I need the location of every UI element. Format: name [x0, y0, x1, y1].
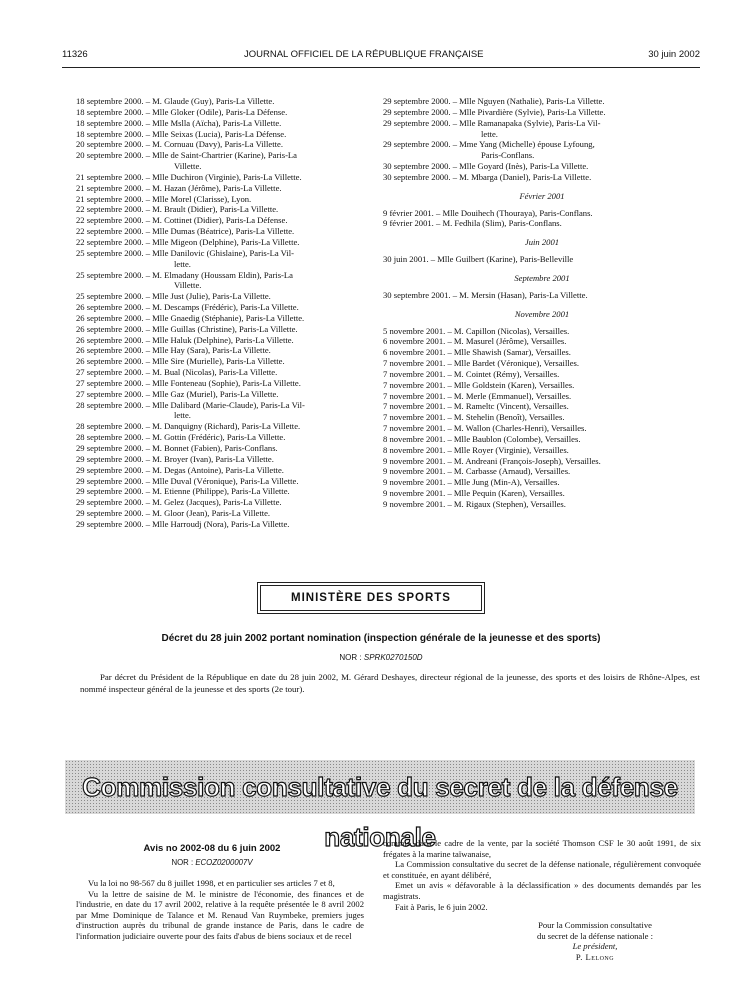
ministry-heading: MINISTÈRE DES SPORTS — [260, 585, 482, 611]
entry-date: 29 septembre 2000. — [76, 464, 144, 475]
list-entry — [76, 291, 366, 302]
list-entry — [383, 466, 701, 477]
entry-date: 9 novembre 2001. — [383, 477, 446, 488]
list-entry — [76, 96, 366, 107]
entry-date: 9 novembre 2001. — [383, 466, 446, 477]
list-entry — [76, 465, 366, 476]
entry-date: 20 septembre 2000. — [76, 150, 144, 161]
entry-text: – Mlle Goyard (Inès), Paris-La Villette. — [452, 161, 589, 172]
list-entry — [76, 421, 366, 432]
entry-date: 6 novembre 2001. — [383, 336, 446, 347]
list-entry — [76, 237, 366, 248]
entry-date: 29 septembre 2000. — [383, 139, 451, 150]
list-entry — [383, 412, 701, 423]
entry-date: 22 septembre 2000. — [76, 215, 144, 226]
avis-paragraph: commis, dans le cadre de la vente, par la société Thomson CSF le 30 août 1991, de six frégates à la marine taïwanaise, — [383, 838, 701, 859]
list-entry — [76, 389, 366, 400]
list-entry — [383, 118, 701, 129]
entry-text: – M. Cornuau (Davy), Paris-La Villette. — [145, 139, 283, 150]
entry-text: – Mlle Sire (Murielle), Paris-La Villette. — [145, 356, 285, 367]
month-heading: Février 2001 — [519, 190, 565, 201]
list-entry — [383, 336, 701, 347]
entry-date: 25 septembre 2000. — [76, 269, 144, 280]
entry-text: – Mlle Danilovic (Ghislaine), Paris-La Vil- — [145, 247, 294, 258]
entry-text: – M. Bonnet (Fabien), Paris-Conflans. — [145, 443, 278, 453]
entry-date: 29 septembre 2000. — [383, 96, 451, 106]
list-entry — [76, 335, 366, 346]
list-entry — [383, 208, 701, 219]
entry-date: 29 septembre 2000. — [76, 443, 144, 453]
entry-text: – Mlle Royer (Virginie), Versailles. — [447, 444, 569, 455]
list-entry — [383, 161, 701, 172]
decree-title: Décret du 28 juin 2002 portant nomination (inspection générale de la jeunesse et des sports) — [161, 633, 601, 644]
avis-paragraph: Emet un avis « défavorable à la déclassification » des documents demandés par les magistrats. — [383, 880, 701, 901]
entry-text: – Mlle Gaz (Muriel), Paris-La Villette. — [145, 388, 279, 399]
avis-nor-label: NOR : — [171, 858, 194, 867]
list-entry — [76, 400, 366, 411]
entry-date: 18 septembre 2000. — [76, 128, 144, 139]
list-entry — [76, 118, 366, 129]
entry-text: – M. Carbasse (Arnaud), Versailles. — [447, 466, 571, 477]
entry-date: 9 février 2001. — [383, 218, 434, 229]
signature-name: P. Lelong — [575, 951, 615, 962]
entry-date: 8 novembre 2001. — [383, 433, 446, 444]
signature-line-2: du secret de la défense nationale : — [537, 930, 653, 941]
list-entry — [76, 454, 366, 465]
page-number: 11326 — [62, 49, 88, 60]
entry-date: 27 septembre 2000. — [76, 367, 144, 378]
page-header — [62, 49, 700, 63]
decree-body: Par décret du Président de la République en date du 28 juin 2002, M. Gérard Deshayes, directeur régional de la jeunesse, des sports et des loisirs de Rhône-Alpes, est nommé inspecteur général de la jeunesse et des sports (2e tour). — [80, 672, 700, 694]
list-entry — [76, 129, 366, 140]
avis-paragraph: Vu la loi no 98-567 du 8 juillet 1998, et en particulier ses articles 7 et 8, — [88, 878, 335, 888]
entry-date: 7 novembre 2001. — [383, 423, 446, 434]
entry-date: 29 septembre 2000. — [76, 518, 144, 529]
entry-text: – Mlle Dumas (Béatrice), Paris-La Villette. — [145, 226, 295, 237]
entry-date: 28 septembre 2000. — [76, 432, 144, 443]
entry-date: 9 novembre 2001. — [383, 499, 446, 509]
entry-date: 29 septembre 2000. — [76, 508, 144, 519]
list-entry — [76, 139, 366, 150]
entry-date: 18 septembre 2000. — [76, 106, 144, 117]
entry-date: 18 septembre 2000. — [76, 96, 144, 106]
entry-date: 7 novembre 2001. — [383, 358, 446, 369]
entry-continuation: Villette. — [174, 280, 202, 291]
list-entry — [383, 358, 701, 369]
entry-text: – M. Glaude (Guy), Paris-La Villette. — [145, 96, 275, 106]
avis-title: Avis no 2002-08 du 6 juin 2002 — [143, 843, 281, 854]
entry-text: – M. Descamps (Frédéric), Paris-La Villette. — [145, 302, 299, 313]
list-entry — [76, 476, 366, 487]
header-rule — [62, 67, 700, 68]
decree-nor-label: NOR : — [339, 653, 362, 662]
entry-date: 26 septembre 2000. — [76, 323, 144, 334]
entry-text: – Mlle Duchiron (Virginie), Paris-La Villette. — [145, 171, 302, 182]
entry-date: 21 septembre 2000. — [76, 182, 144, 193]
entry-text: – Mlle Just (Julie), Paris-La Villette. — [145, 291, 271, 302]
list-entry — [76, 215, 366, 226]
journal-title: JOURNAL OFFICIEL DE LA RÉPUBLIQUE FRANÇAISE — [244, 49, 484, 60]
entry-date: 30 septembre 2000. — [383, 171, 451, 182]
list-entry — [76, 302, 366, 313]
entry-text: – M. Rameltc (Vincent), Versailles. — [447, 401, 569, 412]
avis-nor-code: ECOZ0200007V — [195, 858, 253, 867]
list-entry — [76, 356, 366, 367]
entry-text: – M. Fedhila (Slim), Paris-Conflans. — [436, 218, 562, 229]
entry-text: – M. Mbarga (Daniel), Paris-La Villette. — [452, 171, 592, 182]
entry-date: 7 novembre 2001. — [383, 401, 446, 412]
entry-date: 22 septembre 2000. — [76, 236, 144, 247]
entry-date: 25 septembre 2000. — [76, 247, 144, 258]
entry-date: 20 septembre 2000. — [76, 139, 144, 150]
avis-signature — [500, 920, 690, 962]
entry-date: 7 novembre 2001. — [383, 390, 446, 401]
entry-text: – Mlle Pequin (Karen), Versailles. — [447, 488, 565, 499]
entry-text: – M. Rigaux (Stephen), Versailles. — [447, 499, 566, 509]
entry-date: 28 septembre 2000. — [76, 421, 144, 432]
entry-text: – Mlle Douihech (Thouraya), Paris-Conflans. — [436, 207, 593, 218]
avis-left-column — [76, 878, 364, 942]
entry-text: – Mlle Nguyen (Nathalie), Paris-La Villette. — [452, 96, 605, 106]
entry-text: – M. Elmadany (Houssam Eldin), Paris-La — [145, 269, 293, 280]
list-entry — [76, 378, 366, 389]
entry-date: 26 septembre 2000. — [76, 312, 144, 323]
entry-text: – M. Gelez (Jacques), Paris-La Villette. — [145, 497, 282, 508]
entry-text: – M. Brault (Didier), Paris-La Villette. — [145, 204, 279, 215]
entry-text: – Mlle Mslla (Aïcha), Paris-La Villette. — [145, 117, 282, 128]
entry-date: 25 septembre 2000. — [76, 291, 144, 302]
entry-date: 6 novembre 2001. — [383, 347, 446, 358]
list-entry — [383, 218, 701, 229]
entry-text: – M. Capillon (Nicolas), Versailles. — [447, 325, 570, 336]
avis-paragraph: Fait à Paris, le 6 juin 2002. — [395, 901, 488, 912]
entry-text: – Mlle Gnaedig (Stéphanie), Paris-La Villette. — [145, 312, 305, 323]
commission-banner-title: Commission consultative du secret de la défense nationale — [82, 772, 678, 852]
entry-continuation: Paris-Conflans. — [481, 150, 535, 161]
entry-text: – Mlle Harroudj (Nora), Paris-La Villette. — [145, 518, 290, 529]
entry-text: – M. Hazan (Jérôme), Paris-La Villette. — [145, 182, 282, 193]
entry-text: – Mme Yang (Michelle) épouse Lyfoung, — [452, 139, 595, 150]
entry-date: 29 septembre 2000. — [76, 486, 144, 497]
list-entry — [383, 434, 701, 445]
list-entry — [383, 254, 701, 265]
entry-date: 29 septembre 2000. — [383, 106, 451, 117]
list-entry — [76, 324, 366, 335]
list-entry — [76, 248, 366, 259]
entry-date: 27 septembre 2000. — [76, 377, 144, 388]
month-heading: Novembre 2001 — [514, 308, 570, 319]
entry-text: – Mlle Dalibard (Marie-Claude), Paris-La Vil- — [145, 399, 305, 410]
entry-date: 22 septembre 2000. — [76, 226, 144, 237]
list-entry — [383, 401, 701, 412]
entry-text: – Mlle Gloker (Odile), Paris-La Défense. — [145, 106, 288, 117]
entry-text: – M. Gloor (Jean), Paris-La Villette. — [145, 508, 271, 519]
entry-text: – M. Wallon (Charles-Henri), Versailles. — [447, 423, 587, 434]
entry-text: – Mlle Baublon (Colombe), Versailles. — [447, 433, 581, 444]
decree-nor-code: SPRK0270150D — [363, 653, 423, 662]
entry-date: 7 novembre 2001. — [383, 368, 446, 379]
entry-text: – Mlle Ramanapaka (Sylvie), Paris-La Vil- — [452, 117, 601, 128]
entry-text: – M. Andreani (François-Joseph), Versailles. — [447, 455, 601, 466]
entry-text: – Mlle Duval (Véronique), Paris-La Villette. — [145, 475, 299, 486]
entry-date: 26 septembre 2000. — [76, 356, 144, 367]
list-entry — [76, 486, 366, 497]
entry-text: – M. Gottin (Frédéric), Paris-La Villette. — [145, 432, 286, 443]
entry-date: 29 septembre 2000. — [383, 117, 451, 128]
avis-right-column — [383, 838, 701, 912]
list-entry — [383, 456, 701, 467]
entry-text: – Mlle Goldstein (Karen), Versailles. — [447, 379, 575, 390]
list-entry — [76, 226, 366, 237]
list-entry — [76, 367, 366, 378]
entry-text: – Mlle Jung (Min-A), Versailles. — [447, 477, 560, 488]
list-entry — [383, 107, 701, 118]
entry-text: – M. Mersin (Hasan), Paris-La Villette. — [452, 289, 588, 300]
list-entry — [76, 150, 366, 161]
entry-date: 30 juin 2001. — [383, 254, 429, 265]
entry-text: – Mlle Fonteneau (Sophie), Paris-La Villette. — [145, 377, 301, 388]
entry-continuation: lette. — [174, 410, 191, 421]
entry-text: – M. Masurel (Jérôme), Versailles. — [447, 336, 567, 347]
list-entry — [383, 488, 701, 499]
month-heading: Septembre 2001 — [514, 272, 570, 283]
entry-date: 28 septembre 2000. — [76, 399, 144, 410]
list-entry — [76, 194, 366, 205]
list-entry — [76, 183, 366, 194]
list-entry — [76, 172, 366, 183]
entry-text: – M. Bual (Nicolas), Paris-La Villette. — [145, 367, 278, 378]
entry-date: 9 novembre 2001. — [383, 455, 446, 466]
entry-date: 22 septembre 2000. — [76, 204, 144, 215]
entry-text: – M. Etienne (Philippe), Paris-La Villette. — [145, 486, 290, 497]
entry-date: 7 novembre 2001. — [383, 379, 446, 390]
entry-date: 18 septembre 2000. — [76, 117, 144, 128]
list-entry — [383, 326, 701, 337]
entry-date: 30 septembre 2001. — [383, 289, 451, 300]
entry-date: 5 novembre 2001. — [383, 325, 446, 336]
list-entry — [76, 204, 366, 215]
list-entry — [383, 391, 701, 402]
list-entry — [383, 347, 701, 358]
avis-paragraph: Vu la lettre de saisine de M. le ministre de l'économie, des finances et de l'industrie, en date du 17 avril 2002, relative à la requête présentée le 8 avril 2002 par Mme Dominique de Talance et M. Renaud Van Ruymbeke, premiers juges d'instruction auprès du tribunal de grande instance de Paris, dans le cadre de l'information judiciaire ouverte pour des faits d'abus de biens sociaux et de recel — [76, 888, 364, 941]
list-entry — [76, 443, 366, 454]
list-entry — [76, 519, 366, 530]
entry-text: – M. Stehelin (Benoît), Versailles. — [447, 412, 565, 423]
signature-line-1: Pour la Commission consultative — [538, 920, 652, 930]
entry-date: 9 février 2001. — [383, 207, 434, 218]
list-entry — [383, 380, 701, 391]
entry-date: 29 septembre 2000. — [76, 475, 144, 486]
list-entry — [76, 432, 366, 443]
list-entry — [383, 423, 701, 434]
entry-date: 21 septembre 2000. — [76, 193, 144, 204]
signature-role: Le président, — [572, 941, 618, 952]
entry-text: – Mlle Bardet (Véronique), Versailles. — [447, 358, 580, 369]
list-entry — [76, 313, 366, 324]
entry-text: – M. Danquigny (Richard), Paris-La Villette. — [145, 421, 301, 432]
list-entry — [76, 345, 366, 356]
entry-text: – Mlle Migeon (Delphine), Paris-La Villette. — [145, 236, 300, 247]
entry-date: 27 septembre 2000. — [76, 388, 144, 399]
month-heading: Juin 2001 — [524, 237, 560, 248]
entry-date: 9 novembre 2001. — [383, 488, 446, 499]
entry-text: – Mlle de Saint-Chartrier (Karine), Paris-La — [145, 150, 297, 161]
issue-date: 30 juin 2002 — [648, 49, 700, 60]
entry-text: – M. Cottinet (Didier), Paris-La Défense. — [145, 215, 288, 226]
entry-text: – Mlle Morel (Clarisse), Lyon. — [145, 193, 252, 204]
list-entry — [383, 96, 701, 107]
entry-date: 26 septembre 2000. — [76, 302, 144, 313]
entry-date: 7 novembre 2001. — [383, 412, 446, 423]
entry-text: – M. Broyer (Ivan), Paris-La Villette. — [145, 453, 274, 464]
list-entry — [383, 139, 701, 150]
entry-text: – Mlle Guilbert (Karine), Paris-Belleville — [430, 254, 574, 265]
entry-date: 29 septembre 2000. — [76, 497, 144, 508]
entry-text: – Mlle Seixas (Lucia), Paris-La Défense. — [145, 128, 287, 139]
entry-text: – M. Degas (Antoine), Paris-La Villette. — [145, 464, 284, 475]
avis-paragraph: La Commission consultative du secret de la défense nationale, régulièrement convoquée et constituée, en ayant délibéré, — [383, 859, 701, 880]
entry-text: – M. Merle (Emmanuel), Versailles. — [447, 390, 572, 401]
list-entry — [383, 477, 701, 488]
entry-date: 26 septembre 2000. — [76, 334, 144, 345]
entry-date: 29 septembre 2000. — [76, 453, 144, 464]
entry-date: 30 septembre 2000. — [383, 161, 451, 172]
right-column — [383, 96, 701, 510]
entry-date: 21 septembre 2000. — [76, 171, 144, 182]
entry-date: 8 novembre 2001. — [383, 444, 446, 455]
list-entry — [383, 499, 701, 510]
entry-date: 26 septembre 2000. — [76, 345, 144, 356]
list-entry — [76, 270, 366, 281]
decree-nor — [62, 653, 700, 662]
list-entry — [383, 290, 701, 301]
list-entry — [76, 497, 366, 508]
entry-continuation: lette. — [174, 258, 191, 269]
entry-text: – Mlle Pivardière (Sylvie), Paris-La Villette. — [452, 106, 606, 117]
list-entry — [76, 508, 366, 519]
left-column — [76, 96, 366, 530]
avis-nor — [62, 858, 362, 867]
list-entry — [383, 445, 701, 456]
list-entry — [76, 107, 366, 118]
entry-text: – M. Cointet (Rémy), Versailles. — [447, 368, 560, 379]
entry-text: – Mlle Hay (Sara), Paris-La Villette. — [145, 345, 271, 356]
list-entry — [383, 369, 701, 380]
entry-text: – Mlle Guillas (Christine), Paris-La Villette. — [145, 323, 298, 334]
entry-continuation: Villette. — [174, 161, 202, 172]
entry-text: – Mlle Shawish (Samar), Versailles. — [447, 347, 571, 358]
entry-text: – Mlle Haluk (Delphine), Paris-La Villette. — [145, 334, 294, 345]
entry-continuation: lette. — [481, 128, 498, 139]
list-entry — [383, 172, 701, 183]
